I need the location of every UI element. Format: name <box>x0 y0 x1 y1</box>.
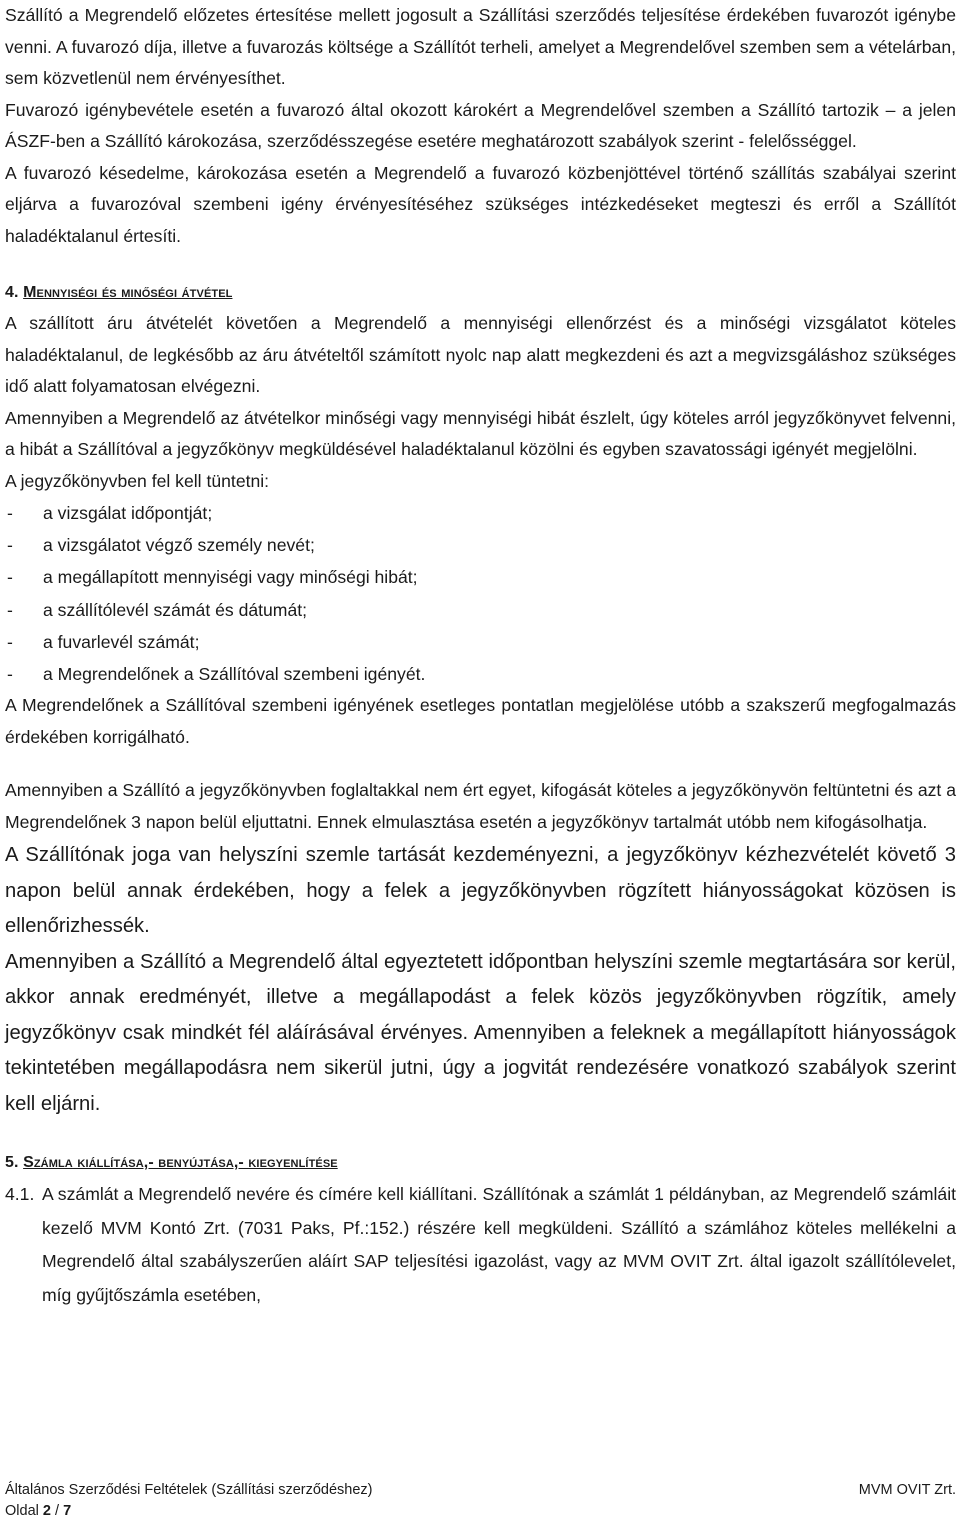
clause-number: 4.1. <box>5 1184 35 1205</box>
paragraph-defect-report: Amennyiben a Megrendelő az átvételkor minőségi vagy mennyiségi hibát észlelt, úgy köteles arról jegyzőkönyvet felvenni, a hibát a Szállítóval a jegyzőkönyv megküldésével haladéktalanul közölni és egyben szavatossági igényét megjelölni. <box>5 407 956 459</box>
paragraph-supplier-objection: Amennyiben a Szállító a jegyzőkönyvben foglaltakkal nem ért egyet, kifogását köteles a jegyzőkönyvön feltüntetni és azt a Megrendelőnek 3 napon belül eljuttatni. Ennek elmulasztása esetén a jegyzőkönyv tartalmát utóbb nem kifogásolhatja. <box>5 780 956 832</box>
paragraph-inspection: A szállított áru átvételét követően a Megrendelő a mennyiségi ellenőrzést és a minőségi vizsgálatot köteles haladéktalanul, de legkésőbb az áru átvételtől számított nyolc nap alatt megkezdeni és azt a megvizsgáláshoz szükséges idő alatt folyamatosan elvégezni. <box>5 313 956 396</box>
page-number: Oldal 2 / 7 <box>5 1503 72 1519</box>
clause-text: A számlát a Megrendelő nevére és címére kell kiállítani. Szállítónak a számlát 1 példányban, az Megrendelő számláit kezelő MVM Kontó Zrt. (7031 Paks, Pf.:152.) részére kell megküldeni. Szállító a számlához köteles mellékelni a Megrendelő által szabályszerűen aláírt SAP teljesítési igazolást, vagy az MVM OVIT Zrt. által igazolt szállítólevelet, míg gyűjtőszámla esetében, <box>42 1184 956 1305</box>
list-item: - a megállapított mennyiségi vagy minőségi hibát; <box>7 567 418 588</box>
section-4-heading <box>5 277 956 308</box>
list-item: - a szállítólevél számát és dátumát; <box>7 599 308 620</box>
section-5-number: 5. <box>5 1154 19 1172</box>
list-item: - a vizsgálat időpontját; <box>7 503 213 523</box>
section-4-number: 4. <box>5 284 19 301</box>
clause-4-1 <box>5 1178 956 1312</box>
paragraph-claim-correction: A Megrendelőnek a Szállítóval szembeni igényének esetleges pontatlan megjelölése utóbb a szakszerű megfogalmazás érdekében korrigálható. <box>5 695 956 747</box>
paragraph-carrier-delay: A fuvarozó késedelme, károkozása esetén a Megrendelő a fuvarozó közbenjöttével történő szállítás szabályai szerint eljárva a fuvarozóval szembeni igény érvényesítéséhez szükséges intézkedéseket megteszi és erről a Szállítót haladéktalanul értesíti. <box>5 162 956 246</box>
current-page: 2 <box>42 1503 51 1519</box>
list-item: - a vizsgálatot végző személy nevét; <box>7 535 315 556</box>
paragraph-report-contents-intro: A jegyzőkönyvben fel kell tüntetni: <box>5 470 270 491</box>
section-5-heading <box>5 1147 956 1178</box>
footer-company: MVM OVIT Zrt. <box>858 1482 956 1498</box>
section-5-title: Számla kiállítása,- benyújtása,- kiegyenlítése <box>23 1154 338 1172</box>
paragraph-joint-report: Amennyiben a Szállító a Megrendelő által egyeztetett időpontban helyszíni szemle megtartására sor kerül, akkor annak eredményét, illetve a megállapodást a felek közös jegyzőkönyvben rögzítik, amely jegyzőkönyv csak mindkét fél aláírásával érvényes. Amennyiben a feleknek a megállapított hiányosságok tekintetében megállapodásra nem sikerül jutni, úgy a jogvitát rendezésére vonatkozó szabályok szerint kell eljárni. <box>5 950 956 1115</box>
list-item: - a Megrendelőnek a Szállítóval szembeni igényét. <box>7 664 426 685</box>
paragraph-carrier-use: Szállító a Megrendelő előzetes értesítése mellett jogosult a Szállítási szerződés teljesítése érdekében fuvarozót igénybe venni. A fuvarozó díja, illetve a fuvarozás költsége a Szállítót terheli, amelyet a Megrendelővel szemben sem a vételárban, sem közvetlenül nem érvényesíthet. <box>5 5 956 88</box>
footer-document-title: Általános Szerződési Feltételek (Szállítási szerződéshez) <box>5 1482 373 1498</box>
total-pages: 7 <box>63 1503 72 1519</box>
list-item: - a fuvarlevél számát; <box>7 631 200 652</box>
paragraph-carrier-liability: Fuvarozó igénybevétele esetén a fuvarozó által okozott károkért a Megrendelővel szemben a Szállító tartozik – a jelen ÁSZF-ben a Szállító károkozása, szerződésszegése esetére meghatározott szabályok szerint - felelősséggel. <box>5 99 956 151</box>
paragraph-site-inspection: A Szállítónak joga van helyszíni szemle tartását kezdeményezni, a jegyzőkönyv kézhezvételét követő 3 napon belül annak érdekében, hogy a felek a jegyzőkönyvben rögzített hiányosságokat közösen is ellenőrizhessék. <box>5 844 956 938</box>
section-4-title: Mennyiségi és minőségi átvétel <box>23 284 233 301</box>
document-body <box>5 0 956 1312</box>
page-footer <box>5 1480 956 1522</box>
report-contents-list <box>5 497 956 690</box>
